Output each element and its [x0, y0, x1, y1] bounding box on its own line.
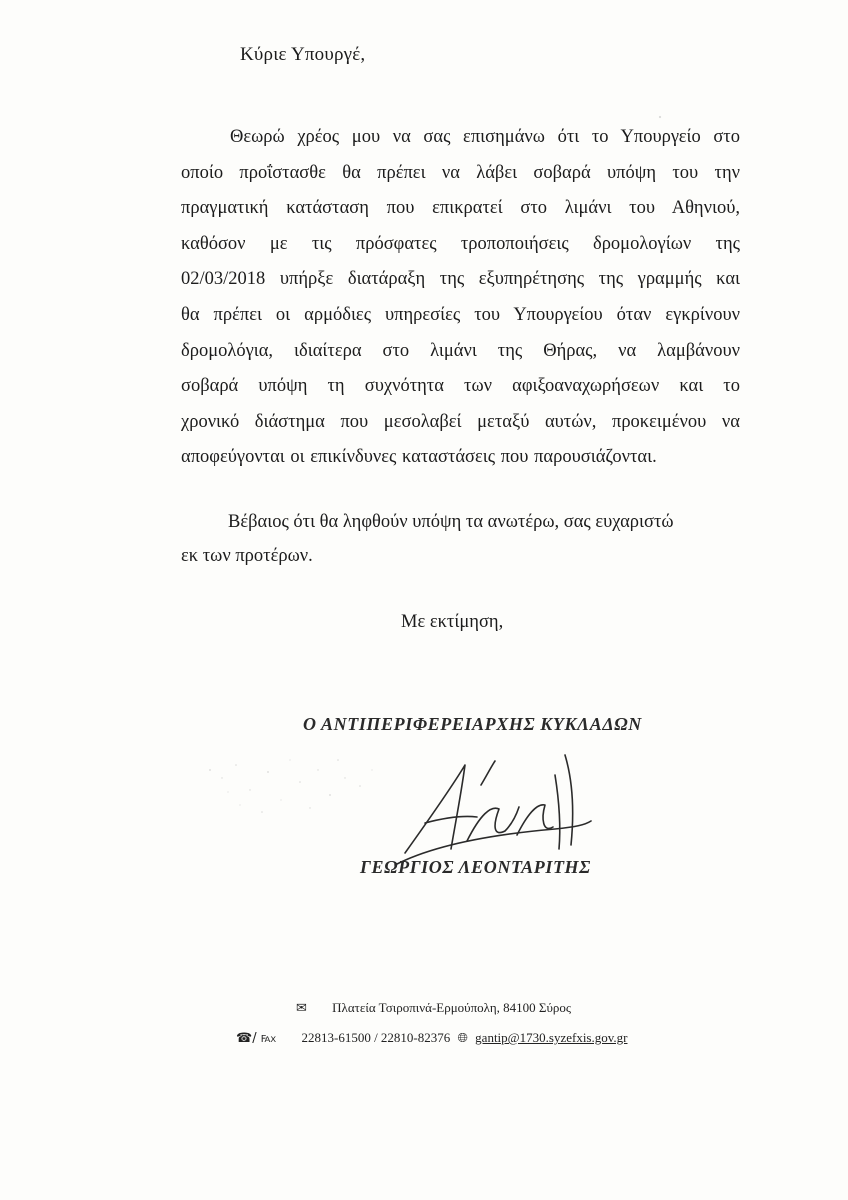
salutation: Κύριε Υπουργέ,	[240, 44, 366, 65]
letter-body	[181, 120, 740, 476]
body-line: 02/03/2018 υπήρξε διατάραξη της εξυπηρέτησης της γραμμής και	[181, 269, 740, 290]
body-line: χρονικό διάστημα που μεσολαβεί μεταξύ αυτών, προκειμένου να	[181, 411, 740, 432]
envelope-icon: ✉	[296, 1001, 307, 1016]
body-line: σοβαρά υπόψη τη συχνότητα των αφιξοαναχωρήσεων και το	[181, 376, 740, 397]
address-row	[296, 1000, 571, 1016]
address-text: Πλατεία Τσιροπινά-Ερμούπολη, 84100 Σύρος	[332, 1000, 572, 1015]
phone-numbers: 22813-61500 / 22810-82376	[301, 1030, 451, 1045]
body-line: καθόσον με τις πρόσφατες τροποποιήσεις δρομολογίων της	[181, 233, 740, 254]
globe-icon: 🌐︎	[457, 1031, 468, 1046]
body-line: οποίο προΐστασθε θα πρέπει να λάβει σοβαρά υπόψη του την	[181, 162, 740, 183]
closing-line: εκ των προτέρων.	[181, 546, 313, 566]
body-line: θα πρέπει οι αρμόδιες υπηρεσίες του Υπουργείου όταν εγκρίνουν	[181, 304, 740, 325]
closing-line: Βέβαιος ότι θα ληφθούν υπόψη τα ανωτέρω, σας ευχαριστώ	[228, 512, 674, 532]
email-link[interactable]: gantip@1730.syzefxis.gov.gr	[475, 1030, 628, 1045]
body-line: πραγματική κατάσταση που επικρατεί στο λιμάνι του Αθηνιού,	[181, 198, 740, 219]
regards: Με εκτίμηση,	[401, 612, 504, 632]
signer-title: Ο ΑΝΤΙΠΕΡΙΦΕΡΕΙΑΡΧΗΣ ΚΥΚΛΑΔΩΝ	[303, 714, 642, 734]
body-line: Θεωρώ χρέος μου να σας επισημάνω ότι το Υπουργείο στο	[230, 127, 740, 147]
body-line: δρομολόγια, ιδιαίτερα στο λιμάνι της Θήρας, να λαμβάνουν	[181, 340, 740, 361]
closing-paragraph	[181, 505, 740, 573]
phone-fax-icon: ☎/ ℻	[236, 1031, 277, 1046]
signer-name: ΓΕΩΡΓΙΟΣ ΛΕΟΝΤΑΡΙΤΗΣ	[360, 857, 591, 877]
contact-row	[236, 1030, 627, 1046]
body-line: αποφεύγονται οι επικίνδυνες καταστάσεις που παρουσιάζονται.	[181, 447, 657, 468]
